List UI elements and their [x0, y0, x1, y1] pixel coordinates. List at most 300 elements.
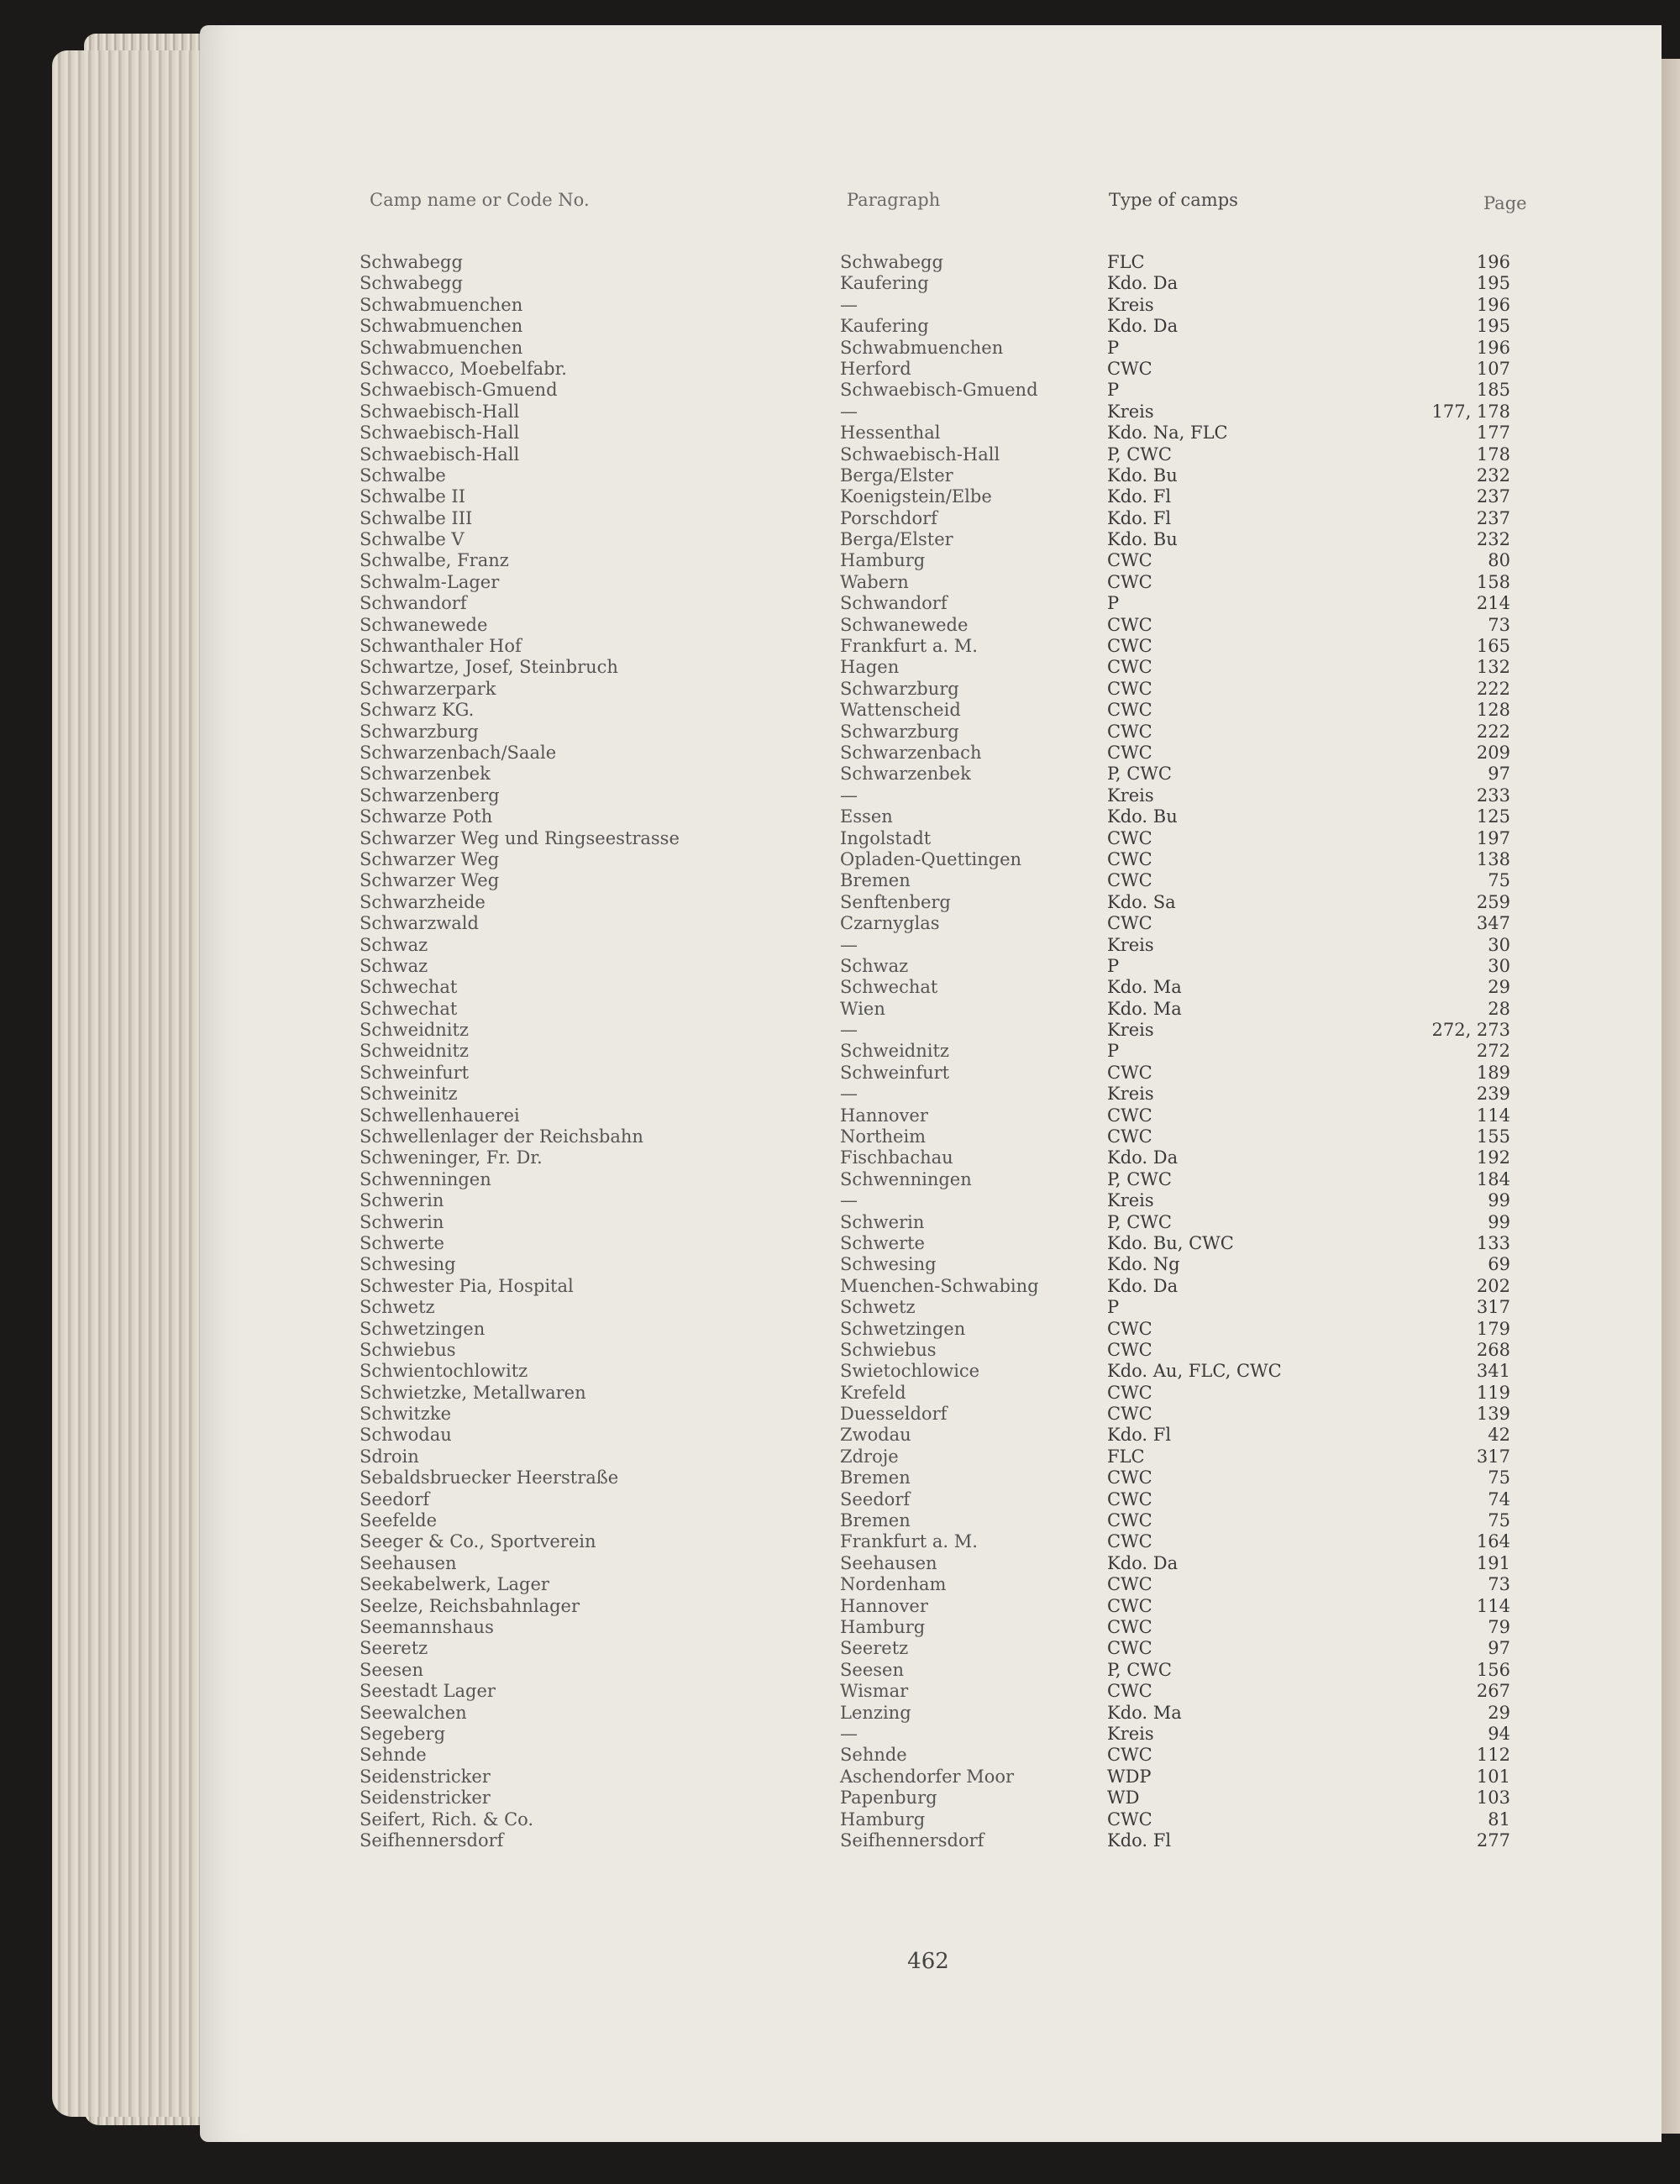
- camp-index-table: [353, 252, 1529, 1851]
- page-reference-cell: 268: [1476, 1339, 1510, 1360]
- camp-type-cell: Kdo. Ng: [1107, 1254, 1180, 1275]
- page-reference-cell: 177, 178: [1431, 401, 1510, 422]
- camp-name-cell: Seestadt Lager: [360, 1681, 496, 1702]
- camp-name-cell: Schwabmuenchen: [360, 294, 523, 315]
- table-row: [353, 1446, 1529, 1467]
- camp-name-cell: Seidenstricker: [360, 1766, 491, 1787]
- camp-type-cell: CWC: [1107, 721, 1152, 742]
- camp-name-cell: Seelze, Reichsbahnlager: [360, 1595, 580, 1616]
- page-reference-cell: 99: [1488, 1190, 1510, 1211]
- camp-name-cell: Schwientochlowitz: [360, 1361, 528, 1382]
- page-reference-cell: 232: [1476, 529, 1510, 550]
- paragraph-cell: Schwandorf: [840, 593, 948, 614]
- camp-name-cell: Schwetz: [360, 1297, 435, 1318]
- table-row: [353, 295, 1529, 316]
- camp-type-cell: FLC: [1107, 252, 1145, 272]
- paragraph-cell: Schwesing: [840, 1254, 937, 1275]
- camp-name-cell: Seidenstricker: [360, 1788, 491, 1809]
- paragraph-cell: Schwaebisch-Hall: [840, 444, 1000, 465]
- camp-name-cell: Schwartze, Josef, Steinbruch: [360, 657, 618, 678]
- page-reference-cell: 184: [1476, 1168, 1510, 1189]
- camp-type-cell: CWC: [1107, 358, 1152, 379]
- paragraph-cell: —: [840, 934, 858, 955]
- camp-name-cell: Schweinitz: [360, 1084, 458, 1105]
- page-reference-cell: 112: [1476, 1745, 1510, 1766]
- paragraph-cell: Zwodau: [840, 1425, 911, 1446]
- paragraph-cell: Wabern: [840, 571, 909, 592]
- camp-type-cell: CWC: [1107, 550, 1152, 571]
- table-row: [353, 999, 1529, 1020]
- paragraph-cell: Fischbachau: [840, 1147, 953, 1168]
- page-reference-cell: 177: [1476, 423, 1510, 444]
- page-reference-cell: 341: [1476, 1361, 1510, 1382]
- camp-type-cell: CWC: [1107, 913, 1152, 934]
- camp-type-cell: Kdo. Da: [1107, 273, 1179, 294]
- page-reference-cell: 133: [1476, 1232, 1510, 1253]
- camp-type-cell: Kdo. Ma: [1107, 998, 1182, 1019]
- camp-name-cell: Schwalbe II: [360, 486, 466, 507]
- table-row: [353, 679, 1529, 700]
- camp-type-cell: CWC: [1107, 700, 1152, 721]
- camp-name-cell: Schwarzenbach/Saale: [360, 742, 557, 763]
- page-reference-cell: 232: [1476, 465, 1510, 486]
- camp-name-cell: Schwabmuenchen: [360, 337, 523, 358]
- page-reference-cell: 114: [1476, 1595, 1510, 1616]
- table-row: [353, 1681, 1529, 1702]
- paragraph-cell: Wattenscheid: [840, 700, 961, 721]
- camp-name-cell: Schwalbe V: [360, 529, 465, 550]
- camp-type-cell: WDP: [1107, 1766, 1152, 1787]
- paragraph-cell: Krefeld: [840, 1382, 906, 1403]
- page-reference-cell: 192: [1476, 1147, 1510, 1168]
- camp-type-cell: Kdo. Da: [1107, 316, 1179, 337]
- page-reference-cell: 155: [1476, 1126, 1510, 1147]
- paragraph-cell: Berga/Elster: [840, 465, 953, 486]
- camp-name-cell: Seefelde: [360, 1510, 438, 1531]
- page-reference-cell: 97: [1488, 1638, 1510, 1659]
- camp-type-cell: Kreis: [1107, 294, 1154, 315]
- camp-name-cell: Schwerte: [360, 1232, 444, 1253]
- table-row: [353, 1553, 1529, 1574]
- camp-type-cell: Kdo. Da: [1107, 1147, 1179, 1168]
- page-reference-cell: 128: [1476, 700, 1510, 721]
- camp-type-cell: CWC: [1107, 1382, 1152, 1403]
- paragraph-cell: —: [840, 1723, 858, 1744]
- table-row: [353, 486, 1529, 507]
- table-row: [353, 1233, 1529, 1254]
- table-row: [353, 1617, 1529, 1638]
- camp-name-cell: Sdroin: [360, 1446, 419, 1467]
- camp-name-cell: Schwaebisch-Gmuend: [360, 380, 558, 401]
- camp-type-cell: WD: [1107, 1788, 1140, 1809]
- camp-name-cell: Schwitzke: [360, 1404, 452, 1425]
- camp-name-cell: Schwaz: [360, 934, 428, 955]
- camp-name-cell: Schwenningen: [360, 1168, 491, 1189]
- column-header-page: Page: [1483, 193, 1527, 213]
- paragraph-cell: Seeretz: [840, 1638, 909, 1659]
- camp-type-cell: CWC: [1107, 848, 1152, 869]
- table-row: [353, 849, 1529, 870]
- paragraph-cell: Berga/Elster: [840, 529, 953, 550]
- table-row: [353, 1745, 1529, 1766]
- camp-type-cell: Kdo. Da: [1107, 1552, 1179, 1573]
- paragraph-cell: Schwenningen: [840, 1168, 972, 1189]
- camp-name-cell: Schwechat: [360, 998, 458, 1019]
- camp-type-cell: Kdo. Da: [1107, 1275, 1179, 1296]
- paragraph-cell: —: [840, 401, 858, 422]
- page-reference-cell: 42: [1488, 1425, 1510, 1446]
- paragraph-cell: Koenigstein/Elbe: [840, 486, 992, 507]
- camp-name-cell: Seeretz: [360, 1638, 428, 1659]
- camp-name-cell: Schwarzenberg: [360, 785, 500, 806]
- paragraph-cell: Papenburg: [840, 1788, 937, 1809]
- page-reference-cell: 222: [1476, 721, 1510, 742]
- table-row: [353, 1190, 1529, 1211]
- page-reference-cell: 195: [1476, 273, 1510, 294]
- paragraph-cell: Muenchen-Schwabing: [840, 1275, 1039, 1296]
- paragraph-cell: Schwanewede: [840, 614, 969, 635]
- camp-type-cell: CWC: [1107, 1339, 1152, 1360]
- table-row: [353, 1425, 1529, 1446]
- table-row: [353, 806, 1529, 827]
- page-reference-cell: 164: [1476, 1531, 1510, 1552]
- camp-type-cell: CWC: [1107, 1617, 1152, 1637]
- page-reference-cell: 239: [1476, 1084, 1510, 1105]
- paragraph-cell: Essen: [840, 806, 893, 827]
- paragraph-cell: Hannover: [840, 1595, 928, 1616]
- paragraph-cell: Schweinfurt: [840, 1062, 950, 1083]
- camp-type-cell: P, CWC: [1107, 1211, 1172, 1232]
- paragraph-cell: —: [840, 785, 858, 806]
- page-reference-cell: 69: [1488, 1254, 1510, 1275]
- camp-type-cell: P: [1107, 593, 1120, 614]
- paragraph-cell: Schwabegg: [840, 252, 943, 272]
- table-row: [353, 615, 1529, 636]
- camp-name-cell: Seewalchen: [360, 1702, 467, 1723]
- table-row: [353, 1276, 1529, 1297]
- paragraph-cell: Swietochlowice: [840, 1361, 980, 1382]
- page-reference-cell: 81: [1488, 1809, 1510, 1830]
- paragraph-cell: Schweidnitz: [840, 1041, 949, 1062]
- page-reference-cell: 97: [1488, 764, 1510, 785]
- camp-type-cell: P, CWC: [1107, 444, 1172, 465]
- paragraph-cell: Bremen: [840, 870, 911, 891]
- table-row: [353, 1638, 1529, 1659]
- page-reference-cell: 189: [1476, 1062, 1510, 1083]
- paragraph-cell: Lenzing: [840, 1702, 911, 1723]
- page-reference-cell: 114: [1476, 1105, 1510, 1126]
- camp-name-cell: Seeger & Co., Sportverein: [360, 1531, 596, 1552]
- camp-name-cell: Seemannshaus: [360, 1617, 494, 1637]
- paragraph-cell: Schwaz: [840, 955, 909, 976]
- camp-name-cell: Segeberg: [360, 1723, 446, 1744]
- page-reference-cell: 197: [1476, 827, 1510, 848]
- table-row: [353, 1660, 1529, 1681]
- paragraph-cell: Frankfurt a. M.: [840, 1531, 978, 1552]
- camp-name-cell: Schwarzwald: [360, 913, 479, 934]
- page-reference-cell: 75: [1488, 1510, 1510, 1531]
- camp-name-cell: Schwabmuenchen: [360, 316, 523, 337]
- camp-type-cell: Kdo. Fl: [1107, 1830, 1172, 1851]
- paragraph-cell: Bremen: [840, 1467, 911, 1488]
- page-reference-cell: 101: [1476, 1766, 1510, 1787]
- paragraph-cell: —: [840, 1084, 858, 1105]
- table-row: [353, 1510, 1529, 1531]
- camp-type-cell: Kdo. Fl: [1107, 486, 1172, 507]
- page-reference-cell: 30: [1488, 955, 1510, 976]
- page-reference-cell: 214: [1476, 593, 1510, 614]
- table-row: [353, 913, 1529, 934]
- paragraph-cell: Seifhennersdorf: [840, 1830, 984, 1851]
- table-row: [353, 1041, 1529, 1062]
- camp-type-cell: Kdo. Bu, CWC: [1107, 1232, 1234, 1253]
- table-row: [353, 252, 1529, 273]
- camp-name-cell: Schwechat: [360, 977, 458, 998]
- camp-name-cell: Schwanewede: [360, 614, 488, 635]
- page-reference-cell: 196: [1476, 337, 1510, 358]
- camp-name-cell: Schwetzingen: [360, 1318, 486, 1339]
- table-row: [353, 338, 1529, 359]
- table-row: [353, 465, 1529, 486]
- camp-type-cell: CWC: [1107, 1404, 1152, 1425]
- camp-name-cell: Schwalbe III: [360, 507, 473, 528]
- page-reference-cell: 272, 273: [1431, 1020, 1510, 1041]
- table-row: [353, 1340, 1529, 1361]
- camp-name-cell: Seifhennersdorf: [360, 1830, 504, 1851]
- table-row: [353, 529, 1529, 550]
- table-row: [353, 892, 1529, 913]
- paragraph-cell: Czarnyglas: [840, 913, 940, 934]
- camp-name-cell: Schwanthaler Hof: [360, 636, 522, 657]
- table-row: [353, 1020, 1529, 1041]
- camp-name-cell: Sehnde: [360, 1745, 427, 1766]
- camp-type-cell: P, CWC: [1107, 764, 1172, 785]
- paragraph-cell: Sehnde: [840, 1745, 907, 1766]
- camp-type-cell: CWC: [1107, 1062, 1152, 1083]
- camp-type-cell: Kreis: [1107, 401, 1154, 422]
- camp-name-cell: Seehausen: [360, 1552, 457, 1573]
- paragraph-cell: Hamburg: [840, 1617, 926, 1637]
- table-row: [353, 1531, 1529, 1552]
- camp-type-cell: Kreis: [1107, 934, 1154, 955]
- camp-name-cell: Schwellenhauerei: [360, 1105, 520, 1126]
- table-row: [353, 636, 1529, 657]
- camp-type-cell: CWC: [1107, 1105, 1152, 1126]
- camp-name-cell: Schwaebisch-Hall: [360, 444, 520, 465]
- table-row: [353, 359, 1529, 380]
- table-row: [353, 956, 1529, 977]
- page-reference-cell: 202: [1476, 1275, 1510, 1296]
- table-row: [353, 1404, 1529, 1425]
- page-reference-cell: 165: [1476, 636, 1510, 657]
- table-row: [353, 1596, 1529, 1617]
- camp-name-cell: Schwandorf: [360, 593, 467, 614]
- table-row: [353, 273, 1529, 294]
- page-reference-cell: 237: [1476, 507, 1510, 528]
- camp-name-cell: Schwaz: [360, 955, 428, 976]
- camp-type-cell: CWC: [1107, 657, 1152, 678]
- table-row: [353, 1809, 1529, 1830]
- paragraph-cell: Schwerte: [840, 1232, 925, 1253]
- camp-type-cell: CWC: [1107, 1510, 1152, 1531]
- camp-type-cell: CWC: [1107, 1681, 1152, 1702]
- paragraph-cell: Bremen: [840, 1510, 911, 1531]
- camp-name-cell: Schwerin: [360, 1190, 444, 1211]
- camp-name-cell: Schwarzerpark: [360, 678, 496, 699]
- table-row: [353, 444, 1529, 465]
- camp-type-cell: Kreis: [1107, 785, 1154, 806]
- paragraph-cell: Schwarzburg: [840, 721, 959, 742]
- camp-name-cell: Seesen: [360, 1659, 423, 1680]
- page-reference-cell: 185: [1476, 380, 1510, 401]
- paragraph-cell: Hessenthal: [840, 423, 941, 444]
- paragraph-cell: Schwabmuenchen: [840, 337, 1004, 358]
- camp-name-cell: Schwalm-Lager: [360, 571, 500, 592]
- camp-name-cell: Schwesing: [360, 1254, 456, 1275]
- camp-type-cell: CWC: [1107, 1809, 1152, 1830]
- camp-type-cell: Kdo. Bu: [1107, 529, 1178, 550]
- camp-type-cell: Kdo. Bu: [1107, 806, 1178, 827]
- camp-type-cell: Kdo. Bu: [1107, 465, 1178, 486]
- camp-name-cell: Schwodau: [360, 1425, 452, 1446]
- table-row: [353, 1147, 1529, 1168]
- table-row: [353, 550, 1529, 571]
- camp-type-cell: Kreis: [1107, 1723, 1154, 1744]
- table-row: [353, 1063, 1529, 1084]
- camp-type-cell: CWC: [1107, 1531, 1152, 1552]
- page-reference-cell: 119: [1476, 1382, 1510, 1403]
- camp-type-cell: Kdo. Fl: [1107, 1425, 1172, 1446]
- table-row: [353, 764, 1529, 785]
- camp-name-cell: Schwarzer Weg: [360, 870, 500, 891]
- table-row: [353, 722, 1529, 743]
- table-row: [353, 1724, 1529, 1745]
- camp-name-cell: Schwarzer Weg: [360, 848, 500, 869]
- page-reference-cell: 237: [1476, 486, 1510, 507]
- paragraph-cell: Schwechat: [840, 977, 938, 998]
- paragraph-cell: Ingolstadt: [840, 827, 932, 848]
- camp-name-cell: Schwarzenbek: [360, 764, 491, 785]
- camp-type-cell: CWC: [1107, 1126, 1152, 1147]
- paragraph-cell: Schwarzburg: [840, 678, 959, 699]
- page-reference-cell: 29: [1488, 977, 1510, 998]
- camp-name-cell: Schwietzke, Metallwaren: [360, 1382, 586, 1403]
- page-reference-cell: 80: [1488, 550, 1510, 571]
- book-page-edges: [52, 50, 212, 2117]
- page-reference-cell: 75: [1488, 1467, 1510, 1488]
- camp-type-cell: Kreis: [1107, 1020, 1154, 1041]
- camp-type-cell: Kdo. Fl: [1107, 507, 1172, 528]
- paragraph-cell: Schwiebus: [840, 1339, 937, 1360]
- paragraph-cell: Zdroje: [840, 1446, 899, 1467]
- camp-type-cell: CWC: [1107, 1488, 1152, 1509]
- camp-name-cell: Seekabelwerk, Lager: [360, 1574, 549, 1595]
- camp-type-cell: Kreis: [1107, 1190, 1154, 1211]
- page-reference-cell: 132: [1476, 657, 1510, 678]
- camp-type-cell: P: [1107, 1041, 1120, 1062]
- table-row: [353, 402, 1529, 423]
- camp-type-cell: Kdo. Ma: [1107, 977, 1182, 998]
- page-reference-cell: 156: [1476, 1659, 1510, 1680]
- table-row: [353, 743, 1529, 764]
- camp-type-cell: CWC: [1107, 827, 1152, 848]
- table-row: [353, 657, 1529, 678]
- camp-type-cell: CWC: [1107, 1745, 1152, 1766]
- camp-name-cell: Schwarze Poth: [360, 806, 493, 827]
- camp-type-cell: CWC: [1107, 1638, 1152, 1659]
- paragraph-cell: Frankfurt a. M.: [840, 636, 978, 657]
- camp-type-cell: CWC: [1107, 678, 1152, 699]
- paragraph-cell: Hagen: [840, 657, 900, 678]
- camp-name-cell: Sebaldsbruecker Heerstraße: [360, 1467, 619, 1488]
- camp-type-cell: CWC: [1107, 1318, 1152, 1339]
- table-row: [353, 1467, 1529, 1488]
- page-reference-cell: 79: [1488, 1617, 1510, 1637]
- paragraph-cell: Seesen: [840, 1659, 904, 1680]
- camp-name-cell: Schwaebisch-Hall: [360, 401, 520, 422]
- page-reference-cell: 158: [1476, 571, 1510, 592]
- table-row: [353, 1574, 1529, 1595]
- column-header-type-of-camps: Type of camps: [1109, 190, 1238, 210]
- table-row: [353, 1212, 1529, 1233]
- paragraph-cell: Schwaebisch-Gmuend: [840, 380, 1038, 401]
- table-row: [353, 1830, 1529, 1851]
- camp-name-cell: Schwabegg: [360, 252, 463, 272]
- camp-type-cell: CWC: [1107, 636, 1152, 657]
- table-row: [353, 1126, 1529, 1147]
- camp-name-cell: Schwalbe, Franz: [360, 550, 509, 571]
- table-row: [353, 1703, 1529, 1724]
- paragraph-cell: Duesseldorf: [840, 1404, 948, 1425]
- paragraph-cell: —: [840, 1190, 858, 1211]
- paragraph-cell: Hamburg: [840, 1809, 926, 1830]
- camp-name-cell: Schweninger, Fr. Dr.: [360, 1147, 543, 1168]
- camp-type-cell: CWC: [1107, 1595, 1152, 1616]
- page-reference-cell: 233: [1476, 785, 1510, 806]
- table-row: [353, 870, 1529, 891]
- camp-type-cell: CWC: [1107, 571, 1152, 592]
- page-reference-cell: 139: [1476, 1404, 1510, 1425]
- camp-name-cell: Schwellenlager der Reichsbahn: [360, 1126, 643, 1147]
- page-reference-cell: 195: [1476, 316, 1510, 337]
- page-reference-cell: 267: [1476, 1681, 1510, 1702]
- paragraph-cell: Opladen-Quettingen: [840, 848, 1022, 869]
- camp-type-cell: P: [1107, 380, 1120, 401]
- table-row: [353, 508, 1529, 529]
- table-row: [353, 700, 1529, 721]
- camp-name-cell: Schwarzheide: [360, 891, 486, 912]
- camp-name-cell: Schwester Pia, Hospital: [360, 1275, 574, 1296]
- page-reference-cell: 222: [1476, 678, 1510, 699]
- page-reference-cell: 317: [1476, 1446, 1510, 1467]
- paragraph-cell: Schwarzenbek: [840, 764, 971, 785]
- camp-type-cell: P: [1107, 337, 1120, 358]
- table-row: [353, 1361, 1529, 1382]
- camp-name-cell: Schwaebisch-Hall: [360, 423, 520, 444]
- camp-type-cell: CWC: [1107, 742, 1152, 763]
- page-reference-cell: 94: [1488, 1723, 1510, 1744]
- page-number: 462: [907, 1949, 949, 1974]
- page-reference-cell: 29: [1488, 1702, 1510, 1723]
- column-header-paragraph: Paragraph: [847, 190, 941, 210]
- paragraph-cell: Porschdorf: [840, 507, 937, 528]
- paragraph-cell: Schwetz: [840, 1297, 916, 1318]
- table-row: [353, 1489, 1529, 1510]
- page-reference-cell: 28: [1488, 998, 1510, 1019]
- page-reference-cell: 74: [1488, 1488, 1510, 1509]
- camp-type-cell: CWC: [1107, 1574, 1152, 1595]
- paragraph-cell: Herford: [840, 358, 911, 379]
